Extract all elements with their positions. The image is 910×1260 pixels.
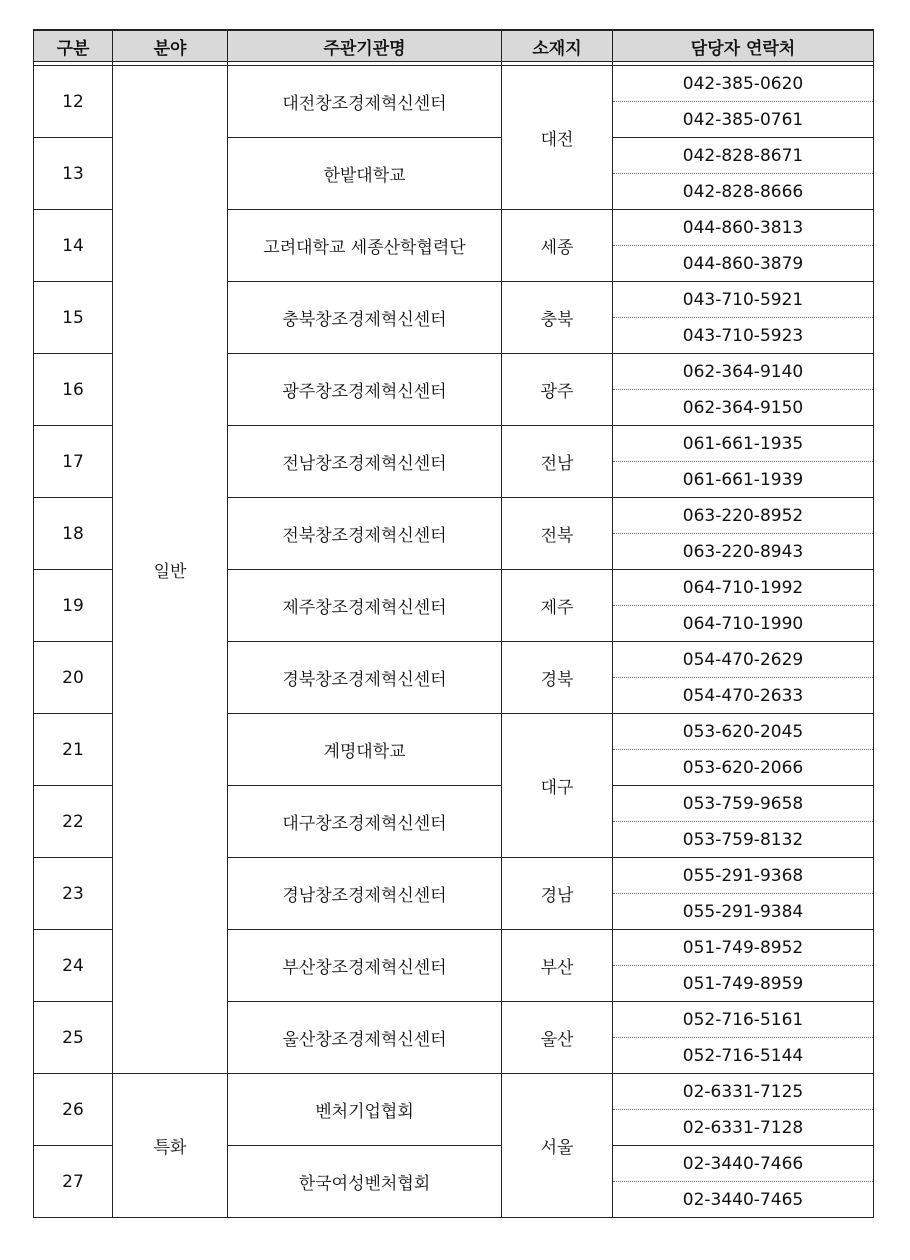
contact-phone: 043-710-5921: [613, 282, 874, 318]
row-number: 18: [34, 498, 113, 570]
contact-phone: 044-860-3813: [613, 210, 874, 246]
header-field: 분야: [113, 30, 228, 62]
contact-phone: 063-220-8952: [613, 498, 874, 534]
row-number: 17: [34, 426, 113, 498]
organization-name: 부산창조경제혁신센터: [228, 930, 502, 1002]
contact-phone: 061-661-1939: [613, 462, 874, 498]
contact-phone: 055-291-9384: [613, 894, 874, 930]
location-cell: 전남: [502, 426, 613, 498]
field-cell: 특화: [113, 1074, 228, 1218]
contact-phone: 055-291-9368: [613, 858, 874, 894]
contact-phone: 051-749-8959: [613, 966, 874, 1002]
location-cell: 충북: [502, 282, 613, 354]
location-cell: 세종: [502, 210, 613, 282]
contact-phone: 061-661-1935: [613, 426, 874, 462]
contact-table: [33, 29, 874, 1218]
contact-phone: 062-364-9150: [613, 390, 874, 426]
contact-phone: 02-3440-7466: [613, 1146, 874, 1182]
contact-phone: 052-716-5144: [613, 1038, 874, 1074]
organization-name: 충북창조경제혁신센터: [228, 282, 502, 354]
contact-phone: 053-759-9658: [613, 786, 874, 822]
contact-phone: 053-620-2066: [613, 750, 874, 786]
contact-phone: 043-710-5923: [613, 318, 874, 354]
header-organization: 주관기관명: [228, 30, 502, 62]
row-number: 13: [34, 138, 113, 210]
location-cell: 경북: [502, 642, 613, 714]
contact-phone: 064-710-1990: [613, 606, 874, 642]
contact-phone: 054-470-2633: [613, 678, 874, 714]
contact-phone: 051-749-8952: [613, 930, 874, 966]
row-number: 25: [34, 1002, 113, 1074]
contact-phone: 054-470-2629: [613, 642, 874, 678]
table-header: [34, 30, 874, 66]
table-row: [34, 1074, 874, 1110]
row-number: 23: [34, 858, 113, 930]
contact-phone: 063-220-8943: [613, 534, 874, 570]
contact-phone: 042-385-0620: [613, 66, 874, 102]
row-number: 20: [34, 642, 113, 714]
contact-phone: 053-620-2045: [613, 714, 874, 750]
row-number: 15: [34, 282, 113, 354]
organization-name: 고려대학교 세종산학협력단: [228, 210, 502, 282]
organization-name: 계명대학교: [228, 714, 502, 786]
contact-phone: 062-364-9140: [613, 354, 874, 390]
header-no: 구분: [34, 30, 113, 62]
location-cell: 전북: [502, 498, 613, 570]
organization-name: 경남창조경제혁신센터: [228, 858, 502, 930]
contact-phone: 044-860-3879: [613, 246, 874, 282]
row-number: 22: [34, 786, 113, 858]
row-number: 12: [34, 66, 113, 138]
row-number: 24: [34, 930, 113, 1002]
organization-name: 대구창조경제혁신센터: [228, 786, 502, 858]
location-cell: 울산: [502, 1002, 613, 1074]
location-cell: 서울: [502, 1074, 613, 1218]
header-location: 소재지: [502, 30, 613, 62]
location-cell: 경남: [502, 858, 613, 930]
contact-phone: 053-759-8132: [613, 822, 874, 858]
contact-phone: 02-6331-7128: [613, 1110, 874, 1146]
row-number: 19: [34, 570, 113, 642]
row-number: 21: [34, 714, 113, 786]
contact-phone: 02-3440-7465: [613, 1182, 874, 1218]
organization-name: 한국여성벤처협회: [228, 1146, 502, 1218]
contact-phone: 042-828-8671: [613, 138, 874, 174]
table-body: [34, 66, 874, 1218]
contact-phone: 02-6331-7125: [613, 1074, 874, 1110]
row-number: 27: [34, 1146, 113, 1218]
organization-name: 울산창조경제혁신센터: [228, 1002, 502, 1074]
location-cell: 대구: [502, 714, 613, 858]
contact-phone: 052-716-5161: [613, 1002, 874, 1038]
organization-name: 광주창조경제혁신센터: [228, 354, 502, 426]
location-cell: 부산: [502, 930, 613, 1002]
organization-name: 벤처기업협회: [228, 1074, 502, 1146]
contact-phone: 042-385-0761: [613, 102, 874, 138]
location-cell: 광주: [502, 354, 613, 426]
contact-phone: 064-710-1992: [613, 570, 874, 606]
row-number: 14: [34, 210, 113, 282]
organization-name: 전남창조경제혁신센터: [228, 426, 502, 498]
organization-name: 제주창조경제혁신센터: [228, 570, 502, 642]
organization-name: 전북창조경제혁신센터: [228, 498, 502, 570]
header-contact: 담당자 연락처: [613, 30, 874, 62]
location-cell: 제주: [502, 570, 613, 642]
location-cell: 대전: [502, 66, 613, 210]
table-row: [34, 66, 874, 102]
contact-phone: 042-828-8666: [613, 174, 874, 210]
organization-name: 대전창조경제혁신센터: [228, 66, 502, 138]
field-cell: 일반: [113, 66, 228, 1074]
organization-name: 경북창조경제혁신센터: [228, 642, 502, 714]
row-number: 16: [34, 354, 113, 426]
row-number: 26: [34, 1074, 113, 1146]
organization-name: 한밭대학교: [228, 138, 502, 210]
